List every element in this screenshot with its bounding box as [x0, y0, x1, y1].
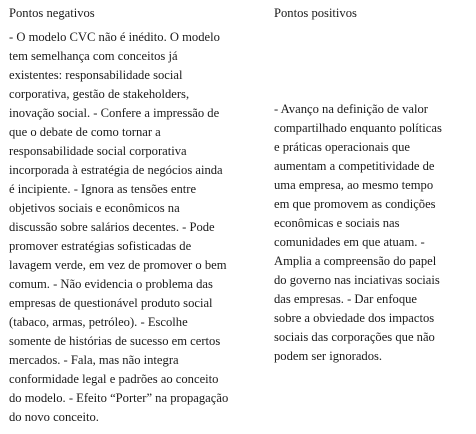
positive-points-heading: Pontos positivos: [274, 6, 357, 20]
positive-points-text: - Avanço na definição de valor compartilhado enquanto políticas e práticas operacionais que aumentam a competitividade de uma empresa, ao mesmo tempo em que promovem as condições econômicas e sociais nas comunidades em que atuam. - Amplia a compreensão do papel do governo nas inciativas sociais das empresas. - Dar enfoque sobre a obviedade dos impactos sociais das corporações que não podem ser ignorados.: [274, 102, 442, 363]
positive-points-column: [274, 4, 466, 366]
negative-points-column: [9, 4, 271, 427]
negative-points-heading: Pontos negativos: [9, 6, 95, 20]
negative-points-text: - O modelo CVC não é inédito. O modelo tem semelhança com conceitos já existentes: responsabilidade social corporativa, gestão de stakeholders, inovação social. - Confere a impressão de que o debate de como tornar a responsabilidade social corporativa incorporada à estratégia de negócios ainda é incipiente. - Ignora as tensões entre objetivos sociais e econômicos na discussão sobre salários decentes. - Pode promover estratégias sofisticadas de lavagem verde, em vez de promover o bem comum. - Não evidencia o problema das empresas de questionável produto social (tabaco, armas, petróleo). - Escolhe somente de histórias de sucesso em certos mercados. - Fala, mas não integra conformidade legal e padrões ao conceito do modelo. - Efeito “Porter” na propagação do novo conceito.: [9, 30, 229, 424]
